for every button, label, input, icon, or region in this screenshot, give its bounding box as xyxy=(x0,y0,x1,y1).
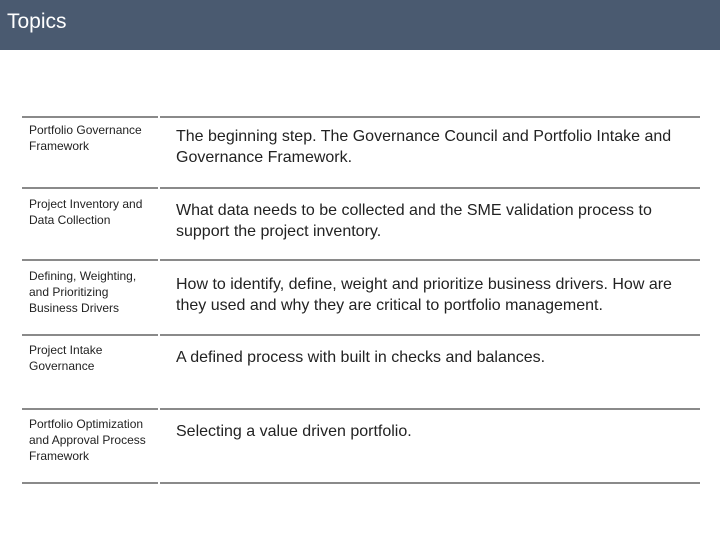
topic-description-optimization-approval: Selecting a value driven portfolio. xyxy=(176,423,412,440)
topic-label-intake-governance: Project Intake Governance xyxy=(29,343,103,373)
topic-description-governance-framework: The beginning step. The Governance Council and Portfolio Intake and Governance Framework. xyxy=(176,128,672,166)
table-rule xyxy=(22,116,158,118)
topic-label-project-inventory: Project Inventory and Data Collection xyxy=(29,197,143,227)
topic-label-business-drivers: Defining, Weighting, and Prioritizing Business Drivers xyxy=(29,269,137,315)
table-rule xyxy=(160,334,700,336)
table-rule xyxy=(160,187,700,189)
table-rule xyxy=(160,408,700,410)
topic-description-business-drivers: How to identify, define, weight and prioritize business drivers. How are they used and why they are critical to portfolio management. xyxy=(176,276,672,314)
table-rule xyxy=(22,187,158,189)
topic-description-project-inventory: What data needs to be collected and the SME validation process to support the project inventory. xyxy=(176,202,652,240)
page-title: Topics xyxy=(7,10,67,33)
table-rule xyxy=(160,259,700,261)
topic-description-intake-governance: A defined process with built in checks and balances. xyxy=(176,349,546,366)
topic-label-optimization-approval: Portfolio Optimization and Approval Process Framework xyxy=(29,417,146,463)
topic-label-governance-framework: Portfolio Governance Framework xyxy=(29,123,142,153)
table-rule xyxy=(160,116,700,118)
table-rule xyxy=(22,482,158,484)
table-rule xyxy=(160,482,700,484)
table-rule xyxy=(22,408,158,410)
header-bar xyxy=(0,0,720,50)
table-rule xyxy=(22,334,158,336)
table-rule xyxy=(22,259,158,261)
